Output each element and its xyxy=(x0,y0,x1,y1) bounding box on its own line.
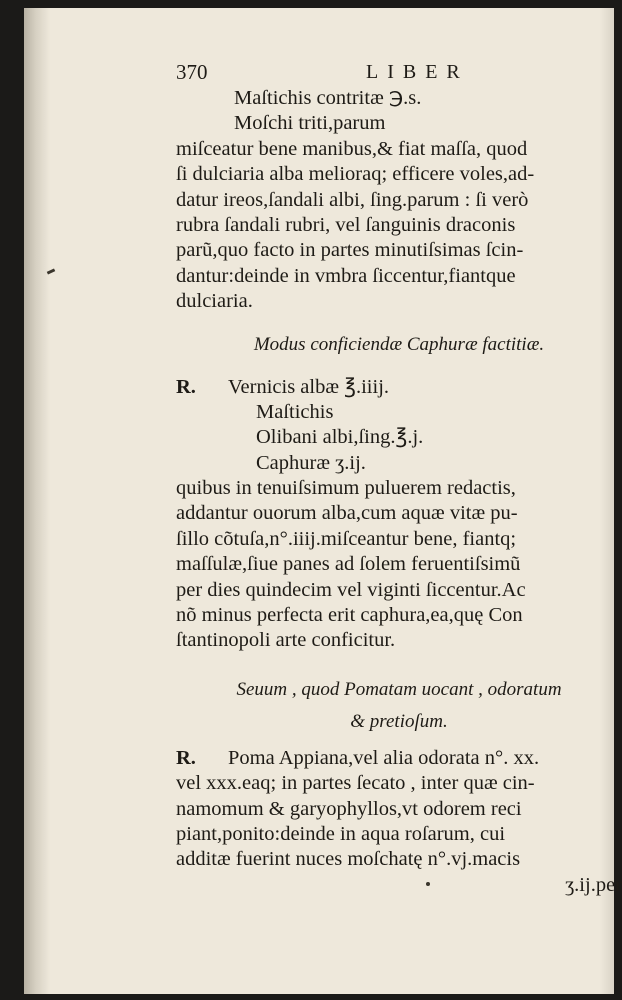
ingredient-line: Maſtichis xyxy=(256,400,334,423)
body-line: dulciaria. xyxy=(176,290,253,313)
section-3 xyxy=(176,746,622,898)
ingredient-line: Vernicis albæ ℥.iiij. xyxy=(228,375,390,398)
running-title: LIBER xyxy=(366,61,469,83)
section-heading-line-2: & pretioſum. xyxy=(350,710,448,732)
ingredient-line: Olibani albi,ſing.℥.j. xyxy=(256,426,424,449)
section-1 xyxy=(176,86,622,315)
body-line: miſceatur bene manibus,& fiat maſſa, quod xyxy=(176,137,528,160)
section-2 xyxy=(176,375,622,654)
body-line: ſillo cõtuſa,n°.iiij.miſceantur bene, fiantq; xyxy=(176,527,517,550)
recipe-symbol: R. xyxy=(176,375,196,398)
body-line: piant,ponito:deinde in aqua roſarum, cui xyxy=(176,822,506,845)
page-header xyxy=(176,60,622,86)
body-line: dantur:deinde in vmbra ſiccentur,fiantque xyxy=(176,264,516,287)
body-line: additæ fuerint nuces moſchatę n°.vj.macis xyxy=(176,848,521,871)
body-line: ſtantinopoli arte conficitur. xyxy=(176,629,396,652)
ingredient-line: Maſtichis contritæ ℈.s. xyxy=(234,87,422,109)
ingredient-line: Caphuræ ʒ.ij. xyxy=(256,451,366,474)
body-line: addantur ouorum alba,cum aquæ vitæ pu- xyxy=(176,502,518,525)
body-line: vel xxx.eaq; in partes ſecato , inter quæ cin- xyxy=(176,772,535,795)
body-line: rubra ſandali rubri, vel ſanguinis draconis xyxy=(176,213,516,236)
body-line: namomum & garyophyllos,vt odorem reci xyxy=(176,797,522,820)
page-text xyxy=(176,60,622,898)
page-number: 370 xyxy=(176,60,208,84)
recipe-symbol: R. xyxy=(176,746,196,769)
ingredient-line: Moſchi triti,parum xyxy=(234,112,386,135)
section-heading: Seuum , quod Pomatam uocant , odoratum xyxy=(236,678,562,700)
page-gutter-shadow xyxy=(24,8,50,994)
body-line: ſi dulciaria alba melioraq; efficere voles,ad- xyxy=(176,163,535,186)
body-line: Poma Appiana,vel alia odorata n°. xx. xyxy=(228,746,540,769)
body-line: per dies quindecim vel viginti ſiccentur.Ac xyxy=(176,578,526,601)
body-line: quibus in tenuiſsimum puluerem redactis, xyxy=(176,477,516,500)
catchword: ʒ.ij.per xyxy=(565,873,622,896)
body-line: nõ minus perfecta erit caphura,ea,quę Con xyxy=(176,604,523,627)
body-line: datur ireos,ſandali albi, ſing.parum : ſi verò xyxy=(176,188,529,211)
body-line: parũ,quo facto in partes minutiſsimas ſcin- xyxy=(176,239,524,262)
section-heading: Modus conficiendæ Caphuræ factitiæ. xyxy=(253,333,545,355)
book-page xyxy=(24,8,622,994)
body-line: maſſulæ,ſiue panes ad ſolem feruentiſsimũ xyxy=(176,553,521,576)
